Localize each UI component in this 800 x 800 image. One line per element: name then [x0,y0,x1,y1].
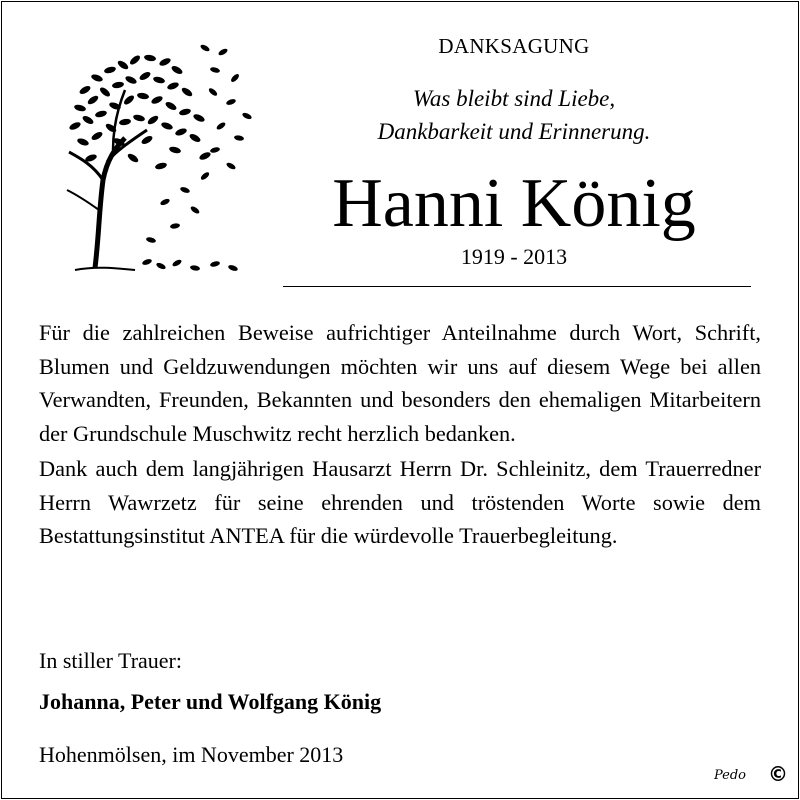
thanks-paragraph-1: Für die zahlreichen Beweise aufrichtiger Anteilnahme durch Wort, Schrift, Blumen und Geldzuwendungen möchten wir uns auf diesem Wege bei allen Verwandten, Freunden, Bekannten und besonders den ehemaligen Mitarbeitern der Grundschule Muschwitz recht herzlich bedanken. [39,320,761,446]
mourning-line: In stiller Trauer: [39,648,182,673]
motto [280,82,748,148]
thanks-text [39,316,761,553]
notice-heading: DANKSAGUNG [438,34,590,58]
life-years: 1919 - 2013 [460,244,568,269]
motto-line-2: Dankbarkeit und Erinnerung. [377,119,651,144]
deceased-name: Hanni König [332,165,696,242]
copyright-icon: © [768,762,788,786]
designer-signature: Pedo [714,768,747,783]
tree-with-falling-leaves-icon [55,30,265,280]
motto-line-1: Was bleibt sind Liebe, [412,86,616,111]
family-names: Johanna, Peter und Wolfgang König [39,689,382,714]
place-date: Hohenmölsen, im November 2013 [39,742,344,767]
thanks-paragraph-2: Dank auch dem langjährigen Hausarzt Herrn Dr. Schleinitz, dem Trauerredner Herrn Wawrzetz für seine ehrenden und tröstenden Worte sowie dem Bestattungsinstitut ANTEA für die würdevolle Trauerbegleitung. [39,456,761,548]
divider-line [283,286,751,287]
